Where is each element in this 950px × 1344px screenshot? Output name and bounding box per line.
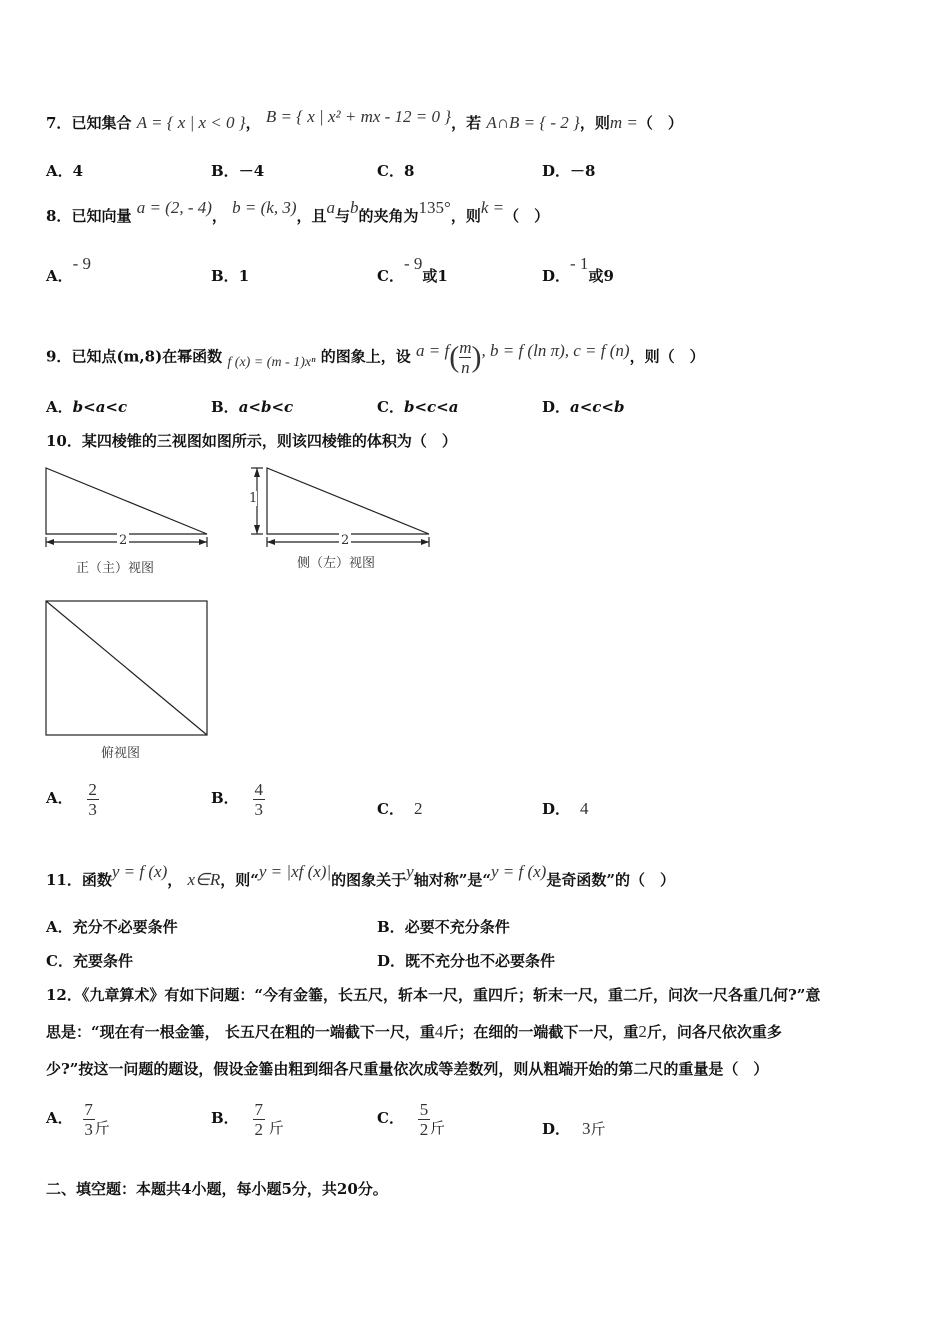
q-text: 的图象上，设 <box>320 347 411 366</box>
option-value: 3 <box>582 1119 591 1138</box>
q-text: 与 <box>335 207 351 225</box>
option-letter: C． <box>377 162 404 180</box>
option-text: b<a<c <box>72 398 128 416</box>
function-f: y = f (x) <box>490 862 547 881</box>
denominator: 3 <box>88 799 97 819</box>
option-letter: A． <box>46 267 73 285</box>
q10-option-d <box>542 799 589 819</box>
option-text: 1 <box>238 267 250 285</box>
side-width-label: 2 <box>341 533 350 548</box>
option-letter: C． <box>377 398 404 416</box>
denominator: 2 <box>419 1119 429 1139</box>
option-text: 4 <box>72 162 84 180</box>
q-number: 7． <box>46 114 72 132</box>
option-text: 充分不必要条件 <box>72 918 178 936</box>
option-math: - 9 <box>72 254 92 273</box>
option-text: 或1 <box>422 267 448 285</box>
option-letter: A． <box>46 162 73 180</box>
option-text: 必要不充分条件 <box>404 918 510 936</box>
var-a: a <box>326 198 336 217</box>
q-text: 斤；在细的一端截下一尺，重 <box>443 1023 639 1041</box>
q11-option-b <box>377 917 510 937</box>
q10-option-b <box>211 775 265 821</box>
q-text: ，且 <box>296 207 327 225</box>
q-text: ，则 <box>450 207 481 225</box>
var-y: y <box>406 862 414 881</box>
top-view-label: 俯视图 <box>101 746 141 761</box>
option-letter: B． <box>211 1109 239 1127</box>
option-letter: A． <box>46 398 73 416</box>
question-10: 10．某四棱锥的三视图如图所示，则该四棱锥的体积为（ ） <box>46 432 457 450</box>
option-letter: D． <box>542 267 571 285</box>
vector-a: a = (2, - 4) <box>136 198 212 217</box>
numerator: 4 <box>254 779 263 799</box>
denominator: 3 <box>84 1119 93 1139</box>
q-text: 的夹角为 <box>358 207 419 225</box>
q-text: 已知集合 <box>71 114 132 132</box>
numerator: 2 <box>88 779 97 799</box>
q-text: ，则 <box>579 114 610 132</box>
option-letter: A． <box>46 918 73 936</box>
unit: 斤 <box>429 1119 445 1137</box>
var: m = <box>609 113 638 132</box>
question-12-line-3: 少?”按这一问题的题设，假设金箠由粗到细各尺重量依次成等差数列，则从粗端开始的第二尺的重量是（ ） <box>46 1060 769 1078</box>
numerator: 7 <box>254 1099 263 1119</box>
option-text: －8 <box>570 162 596 180</box>
question-12-line-2 <box>46 1022 782 1042</box>
denominator: 3 <box>254 799 263 819</box>
unit: 斤 <box>94 1119 110 1137</box>
option-letter: C． <box>46 952 73 970</box>
q-text: 是奇函数”的（ ） <box>546 871 675 889</box>
b-c-def: , b = f (ln π), c = f (n) <box>481 340 630 360</box>
q11-option-c <box>46 951 133 971</box>
set-a: A = { x | x < 0 } <box>136 113 246 132</box>
q-text: ，则（ ） <box>629 347 705 366</box>
q-number: 9． <box>46 347 72 366</box>
q-number: 8． <box>46 207 72 225</box>
unit: 斤 <box>590 1120 606 1138</box>
option-value: 4 <box>580 799 589 818</box>
option-letter: D． <box>542 800 571 818</box>
q-text: 轴对称”是“ <box>413 871 491 889</box>
option-letter: D． <box>377 952 406 970</box>
option-letter: D． <box>542 1120 571 1138</box>
domain: x∈R <box>187 870 221 889</box>
option-letter: C． <box>377 1109 404 1127</box>
option-letter: B． <box>377 918 405 936</box>
q-text: 已知向量 <box>71 207 132 225</box>
function-f: y = f (x) <box>111 862 168 881</box>
side-view-label: 侧（左）视图 <box>297 556 376 571</box>
side-view-triangle <box>267 468 429 534</box>
q-text: 思是：“现在有一根金箠， 长五尺在粗的一端截下一尺，重 <box>46 1023 435 1041</box>
weight-2: 2 <box>638 1022 647 1041</box>
option-letter: B． <box>211 398 239 416</box>
option-text: 充要条件 <box>72 952 133 970</box>
q12-option-d <box>542 1119 606 1139</box>
option-text: 既不充分也不必要条件 <box>405 952 556 970</box>
q11-option-a <box>46 917 178 937</box>
option-text: a<b<c <box>238 398 294 416</box>
option-text: 8 <box>403 162 415 180</box>
side-height-label: 1 <box>249 491 258 506</box>
option-letter: C． <box>377 800 404 818</box>
option-text: b<c<a <box>403 398 459 416</box>
q11-option-d <box>377 951 555 971</box>
sep: ， <box>211 207 227 225</box>
option-letter: A． <box>46 789 73 807</box>
function-abs: y = |xf (x)| <box>258 862 332 881</box>
sep: ， <box>245 114 261 132</box>
front-view-triangle <box>46 468 207 534</box>
var: k = <box>480 198 505 217</box>
a-def: a = f <box>416 340 450 360</box>
q-text: ，则“ <box>220 871 259 889</box>
option-letter: B． <box>211 267 239 285</box>
option-text: a<c<b <box>570 398 625 416</box>
answer-paren: （ ） <box>504 207 550 225</box>
option-letter: D． <box>542 162 571 180</box>
option-text: －4 <box>238 162 265 180</box>
option-letter: C． <box>377 267 404 285</box>
denominator: 2 <box>254 1119 263 1139</box>
question-11 <box>46 862 675 890</box>
q12-option-b <box>211 1095 284 1141</box>
option-text: 或9 <box>588 267 614 285</box>
option-math: - 9 <box>403 254 423 273</box>
q-number: 11． <box>46 871 82 889</box>
option-letter: B． <box>211 789 239 807</box>
option-letter: D． <box>542 398 571 416</box>
denominator: n <box>461 358 470 377</box>
vector-b: b = (k, 3) <box>232 198 297 217</box>
set-b: B = { x | x² + mx - 12 = 0 } <box>265 107 452 126</box>
option-math: - 1 <box>570 254 589 273</box>
q-text: 已知点(m,8)在幂函数 <box>71 347 223 366</box>
weight-1: 4 <box>434 1022 444 1041</box>
unit: 斤 <box>268 1119 284 1137</box>
option-letter: A． <box>46 1109 73 1127</box>
var-b: b <box>350 198 359 217</box>
q12-option-c <box>377 1095 445 1141</box>
top-view-diagonal <box>46 601 207 735</box>
q-text: 的图象关于 <box>331 871 407 889</box>
answer-paren: （ ） <box>637 114 683 132</box>
option-value: 2 <box>413 799 423 818</box>
sep: ， <box>167 871 183 889</box>
question-9: 9．已知点(m,8)在幂函数 f (x) = (m - 1)xⁿ 的图象上，设 a = f( $\frac{m}{n}$ ), b = f (ln π), c = f (n)，则（ ） <box>46 338 705 377</box>
numerator: 7 <box>84 1099 93 1119</box>
numerator: m <box>459 338 472 357</box>
q10-option-a <box>46 775 99 821</box>
intersection: A∩B = { - 2 } <box>486 113 580 132</box>
section-heading: 二、填空题：本题共4小题，每小题5分，共20分。 <box>46 1180 388 1198</box>
question-12-line-1: 12．《九章算术》有如下问题：“今有金箠，长五尺，斩本一尺，重四斤；斩末一尺，重二斤，问次一尺各重几何?”意 <box>46 986 821 1004</box>
numerator: 5 <box>419 1099 429 1119</box>
option-letter: B． <box>211 162 239 180</box>
front-dimension-label: 2 <box>119 533 128 548</box>
q-text: 函数 <box>81 871 112 889</box>
front-view-label: 正（主）视图 <box>76 561 155 576</box>
power-function: f (x) = (m - 1)xⁿ <box>227 354 316 370</box>
angle: 135° <box>418 198 451 217</box>
q-text: 斤，问各尺依次重多 <box>646 1023 782 1041</box>
q12-option-a <box>46 1095 110 1141</box>
q10-option-c <box>377 799 422 819</box>
q-text: ，若 <box>451 114 482 132</box>
